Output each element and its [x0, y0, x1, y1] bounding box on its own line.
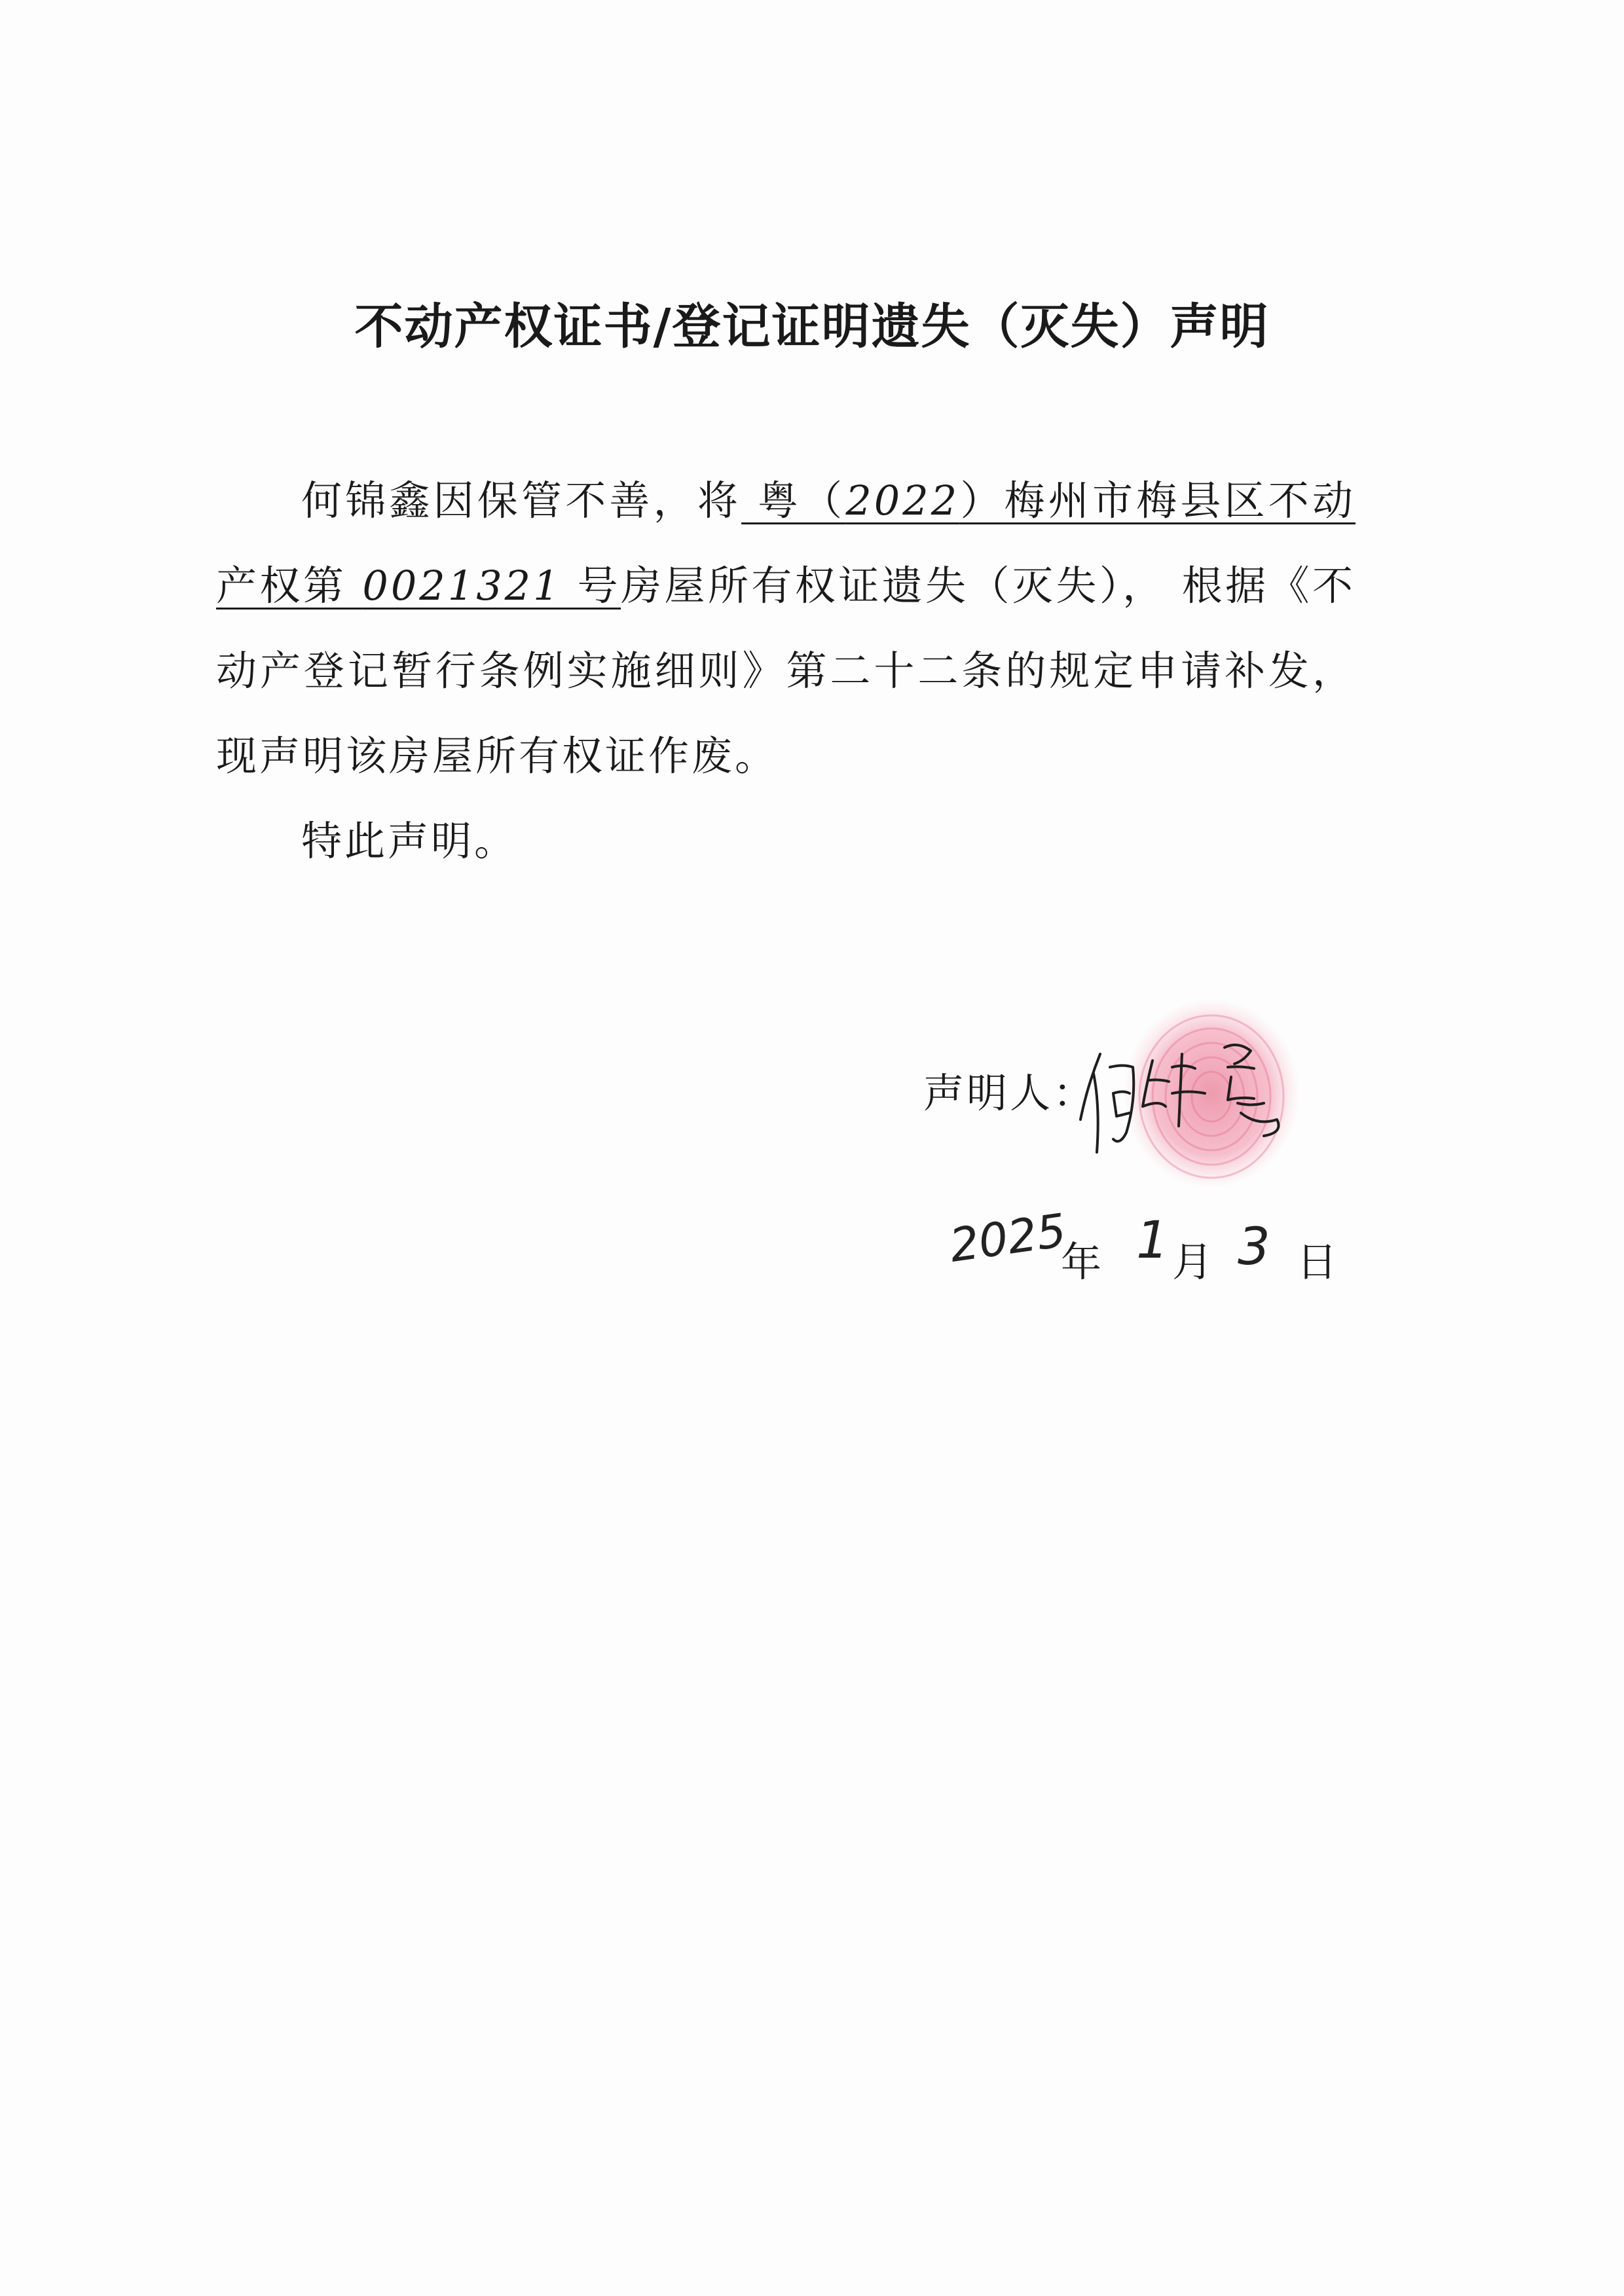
document-body — [216, 458, 1356, 884]
date-year-label: 年 — [1061, 1238, 1102, 1286]
certificate-year: 2022 — [845, 477, 960, 524]
date-day-label: 日 — [1297, 1238, 1338, 1286]
closing-paragraph: 特此声明。 — [301, 817, 518, 865]
signature-date — [946, 1203, 1408, 1290]
handwritten-signature — [1074, 1028, 1310, 1165]
certificate-number: 0021321 — [362, 562, 562, 610]
date-day: 3 — [1238, 1218, 1270, 1277]
statement-lead: 何锦鑫因保管不善，将 — [301, 477, 742, 524]
date-month: 1 — [1136, 1211, 1169, 1270]
document-title: 不动产权证书/登记证明遗失（灭失）声明 — [354, 299, 1270, 355]
certificate-reference: 粤（2022）梅州市梅县区不动产权第 0021321 号 — [216, 477, 1356, 610]
declarant-label: 声明人： — [923, 1069, 1097, 1117]
statement-paragraph — [216, 458, 1356, 799]
date-year: 2025 — [946, 1203, 1069, 1273]
statement-rest: 房屋所有权证遗失（灭失）， 根据《不动产登记暂行条例实施细则》第二十二条的规定申请补发，现声明该房屋所有权证作废。 — [216, 562, 1356, 780]
date-month-label: 月 — [1172, 1238, 1213, 1286]
